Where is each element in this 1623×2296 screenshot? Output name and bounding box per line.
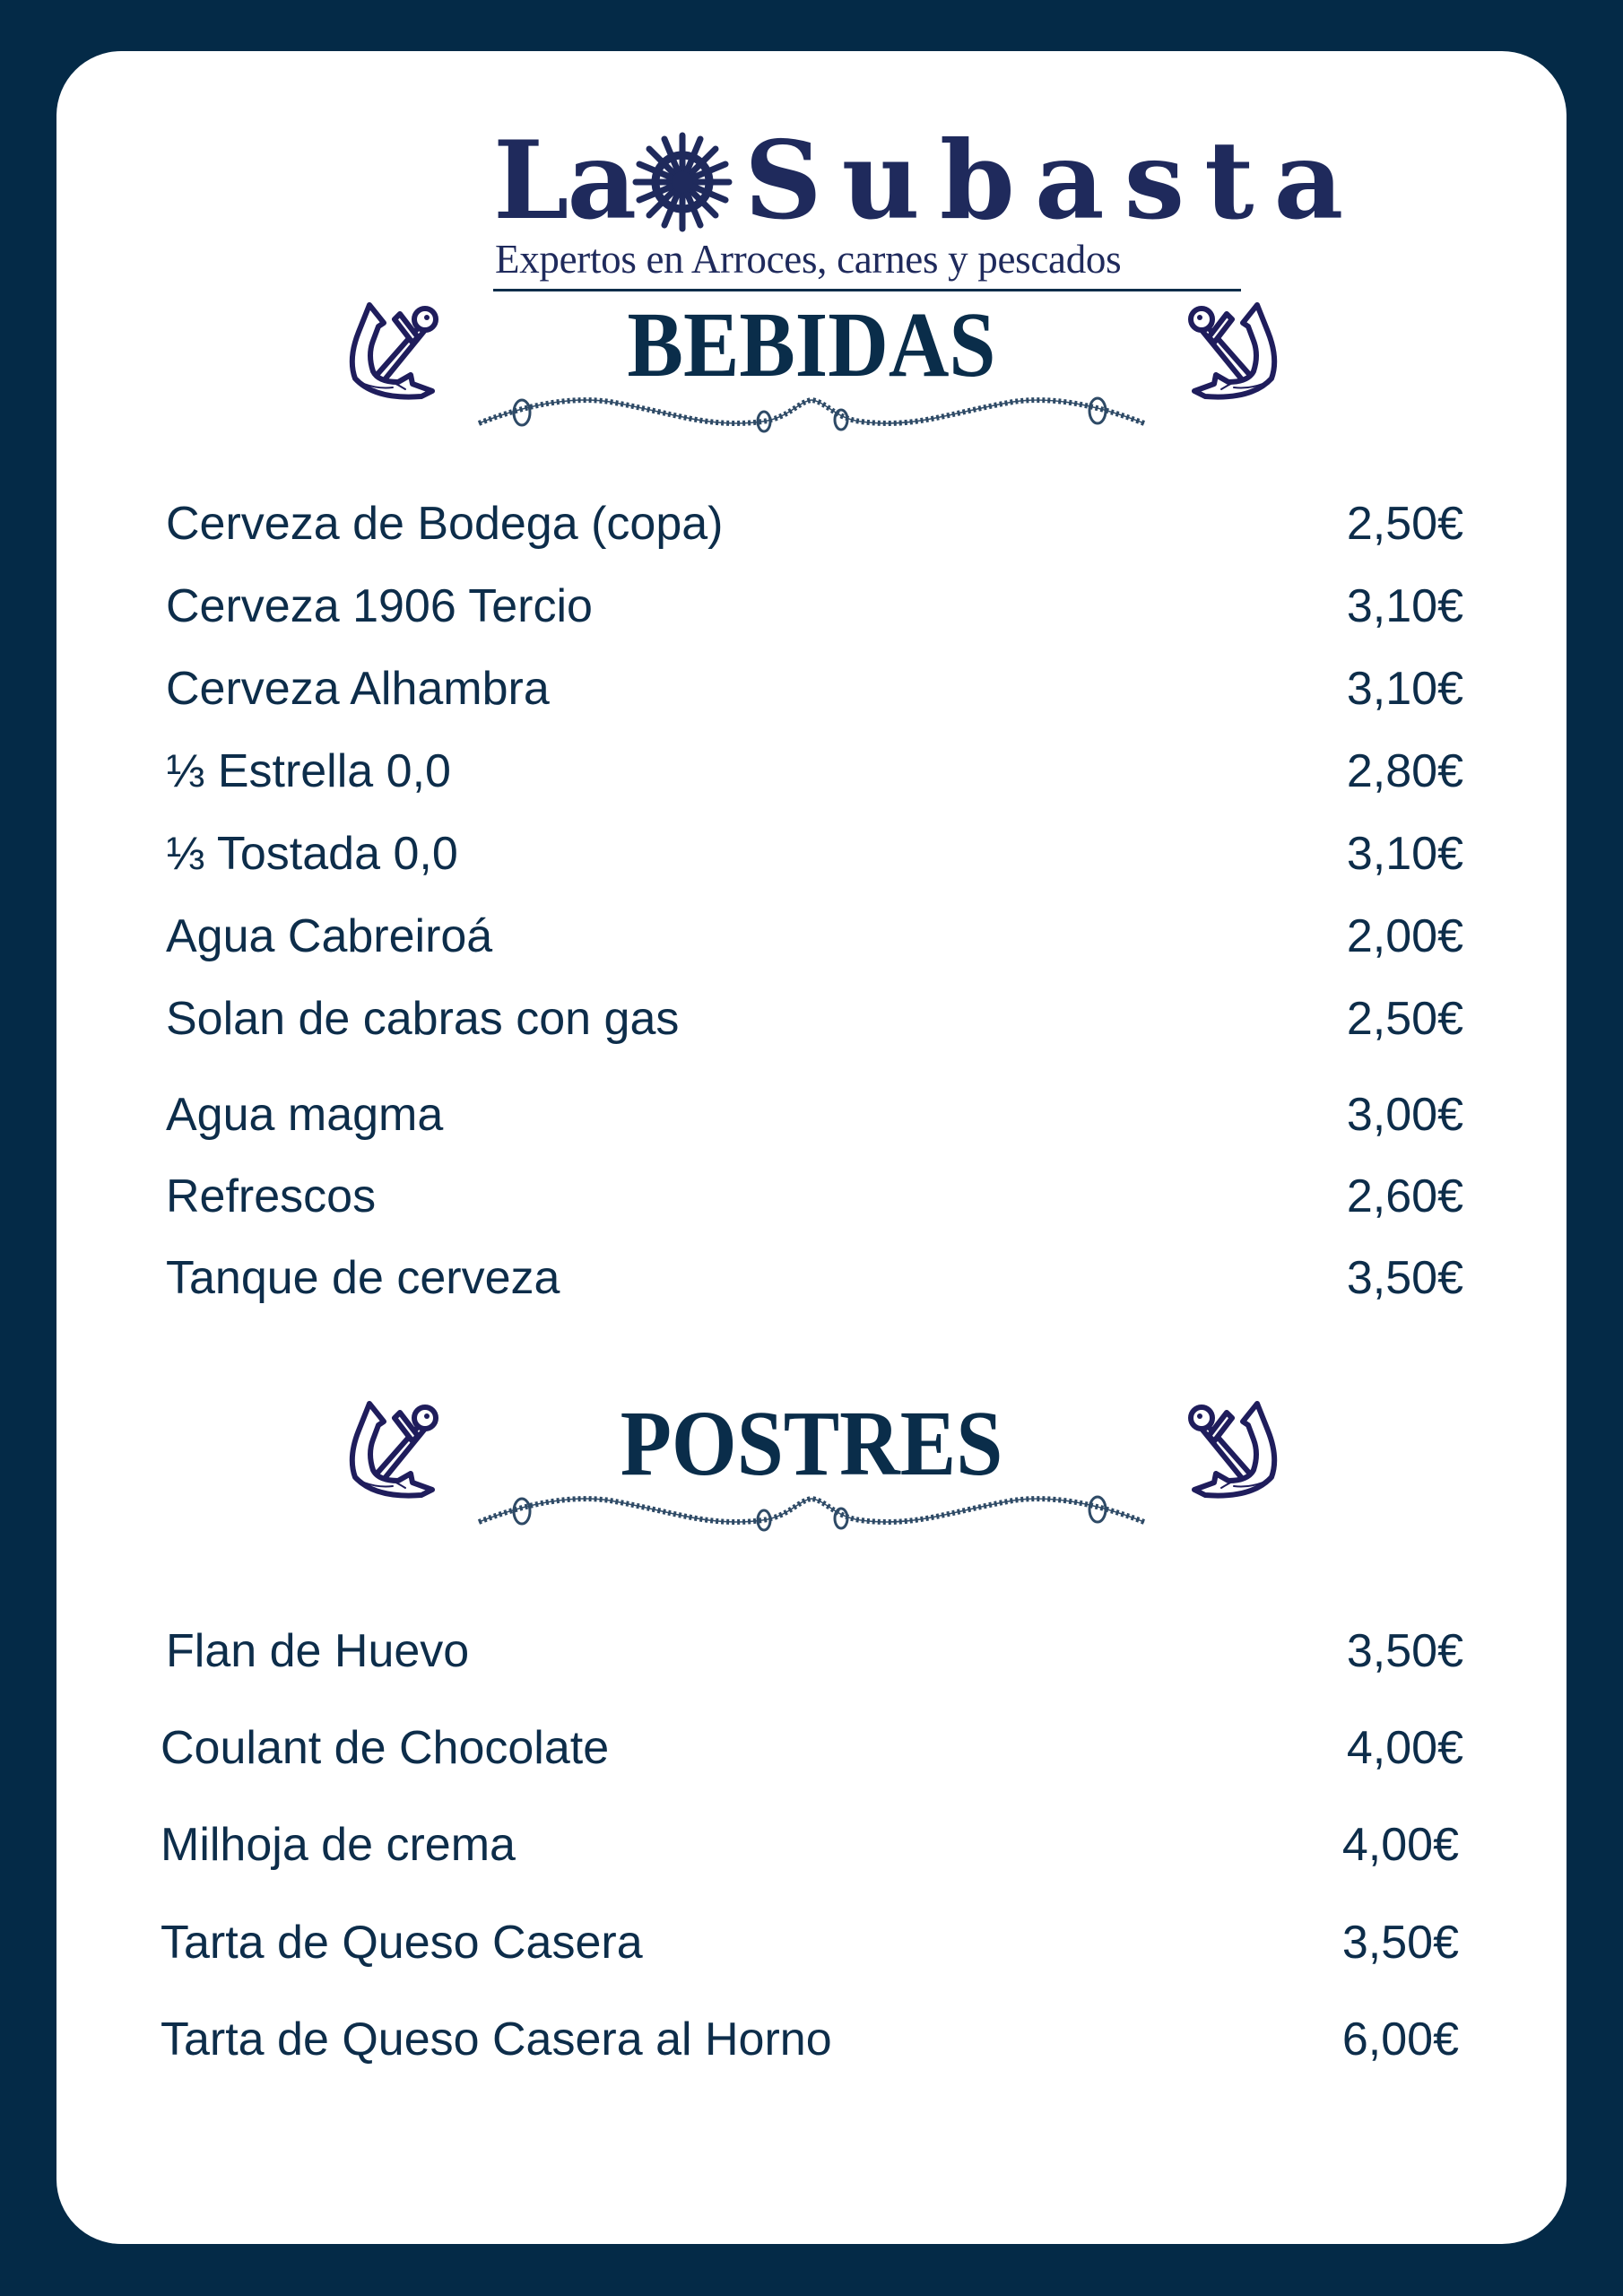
item-name: Coulant de Chocolate [161,1722,610,1774]
item-name: Agua Cabreiroá [166,910,493,962]
menu-item [56,1911,1567,1974]
menu-item [56,1247,1567,1309]
item-price: 3,10€ [1346,828,1463,880]
item-name: ⅓ Tostada 0,0 [166,828,458,880]
item-name: Tanque de cerveza [166,1252,560,1304]
menu-item [56,1717,1567,1779]
item-price: 3,50€ [1341,1917,1459,1969]
item-name: Refrescos [166,1170,377,1222]
item-price: 2,50€ [1346,993,1463,1045]
item-name: Cerveza 1906 Tercio [166,580,593,632]
menu-item [56,2008,1567,2071]
item-name: Flan de Huevo [166,1625,470,1677]
item-name: Solan de cabras con gas [166,993,680,1045]
item-price: 3,10€ [1346,580,1463,632]
menu-item [56,905,1567,968]
item-name: Tarta de Queso Casera [161,1917,643,1969]
section-header-bebidas [332,287,1291,448]
item-price: 2,00€ [1346,910,1463,962]
item-price: 3,10€ [1346,663,1463,715]
item-name: Agua magma [166,1089,444,1141]
menu-card [56,51,1567,2244]
menu-item [56,822,1567,885]
menu-item [56,492,1567,555]
rope-divider-icon [475,1484,1148,1538]
section-header-postres [332,1386,1291,1547]
logo-text-subasta: Subasta [744,117,1364,244]
menu-item [56,740,1567,803]
item-price: 3,50€ [1346,1252,1463,1304]
restaurant-logo [493,117,1364,298]
item-name: Cerveza de Bodega (copa) [166,498,724,550]
logo-title [493,117,1364,244]
rope-divider-icon [475,386,1148,439]
anchor-icon [1176,296,1284,404]
item-name: Tarta de Queso Casera al Horno [161,2013,832,2066]
logo-tagline: Expertos en Arroces, carnes y pescados [495,237,1122,282]
item-name: ⅓ Estrella 0,0 [166,745,451,797]
item-name: Milhoja de crema [161,1819,516,1871]
item-price: 4,00€ [1341,1819,1459,1871]
item-price: 3,50€ [1346,1625,1463,1677]
menu-item [56,987,1567,1050]
item-price: 2,50€ [1346,498,1463,550]
anchor-icon [1176,1395,1284,1502]
section-title: POSTRES [620,1392,1003,1495]
item-price: 2,80€ [1346,745,1463,797]
item-price: 4,00€ [1346,1722,1463,1774]
item-price: 2,60€ [1346,1170,1463,1222]
menu-item [56,1620,1567,1683]
menu-item [56,1165,1567,1228]
menu-item [56,657,1567,720]
item-price: 3,00€ [1346,1089,1463,1141]
item-name: Cerveza Alhambra [166,663,550,715]
section-title: BEBIDAS [627,293,996,396]
logo-text-la: La [493,117,636,244]
menu-item [56,575,1567,638]
ship-wheel-icon [632,132,733,232]
item-price: 6,00€ [1341,2013,1459,2066]
menu-item [56,1083,1567,1146]
menu-item [56,1813,1567,1876]
